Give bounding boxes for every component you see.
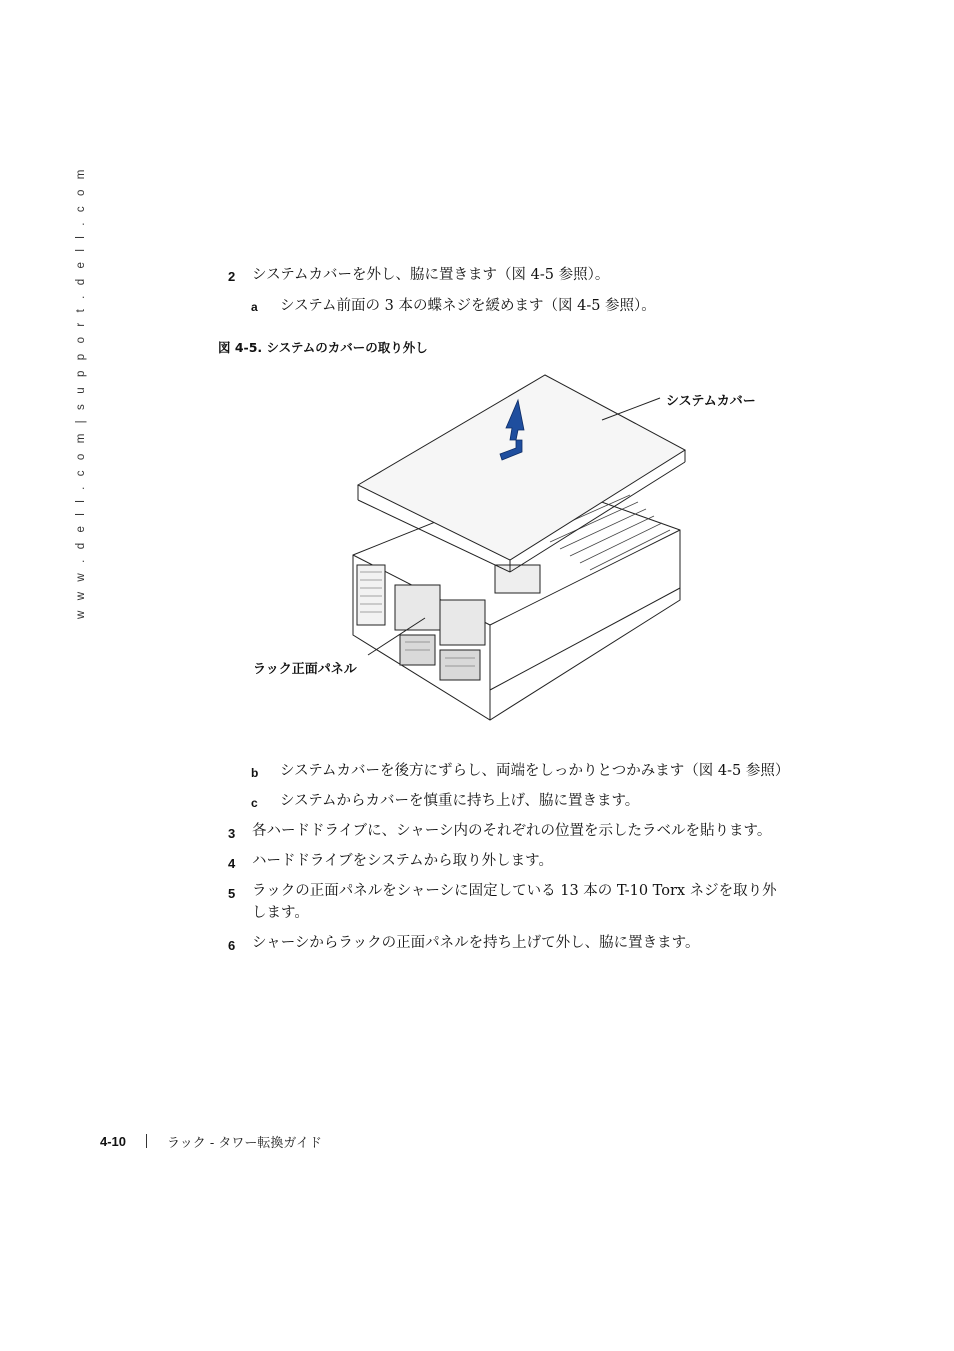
step-text-continued: します。 xyxy=(252,905,309,921)
step-number: 2 xyxy=(228,269,236,284)
substep-letter: a xyxy=(251,300,258,314)
sidebar-url: w w w . d e l l . c o m | s u p p o r t . d e l l . c o m xyxy=(75,166,87,620)
step-number: 6 xyxy=(228,938,236,953)
substep-text: システム前面の 3 本の蝶ネジを緩めます（図 4-5 参照）。 xyxy=(280,298,656,314)
footer-title: ラック - タワー転換ガイド xyxy=(167,1135,323,1151)
substep-text: システムからカバーを慎重に持ち上げ、脇に置きます。 xyxy=(280,793,640,809)
substep-text: システムカバーを後方にずらし、両端をしっかりとつかみます（図 4-5 参照） xyxy=(280,763,790,779)
page-number: 4-10 xyxy=(100,1133,127,1149)
step-number: 4 xyxy=(228,856,236,871)
callout-rack-front-panel: ラック正面パネル xyxy=(253,662,357,677)
step-number: 5 xyxy=(228,886,236,901)
step-text: 各ハードドライブに、シャーシ内のそれぞれの位置を示したラベルを貼ります。 xyxy=(252,823,772,839)
substep-letter: b xyxy=(251,766,259,780)
step-number: 3 xyxy=(228,826,236,841)
step-text: システムカバーを外し、脇に置きます（図 4-5 参照）。 xyxy=(252,267,610,283)
callout-system-cover: システムカバー xyxy=(666,394,756,409)
substep-letter: c xyxy=(251,796,258,810)
step-text: シャーシからラックの正面パネルを持ち上げて外し、脇に置きます。 xyxy=(252,935,700,951)
page-footer xyxy=(100,1131,322,1151)
footer-divider xyxy=(146,1134,147,1148)
step-text: ラックの正面パネルをシャーシに固定している 13 本の T-10 Torx ネジを取り外 xyxy=(252,883,777,899)
step-text: ハードドライブをシステムから取り外します。 xyxy=(252,853,554,869)
figure-caption: 図 4-5. システムのカバーの取り外し xyxy=(218,340,428,355)
